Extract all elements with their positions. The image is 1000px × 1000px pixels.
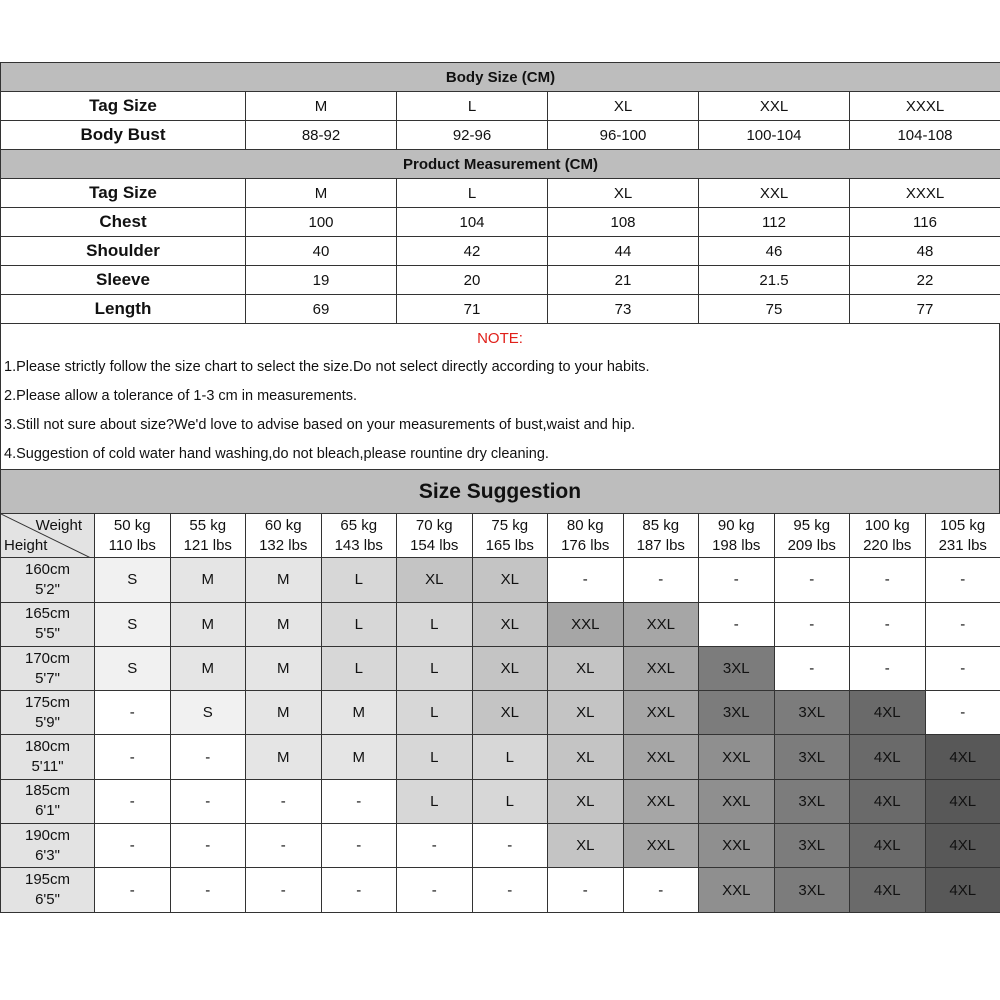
size-cell: 4XL xyxy=(850,868,926,912)
height-cm: 165cm xyxy=(24,605,71,623)
size-cell: M xyxy=(246,558,322,602)
size-cell: - xyxy=(246,824,322,868)
height-label-cell xyxy=(1,779,95,823)
cell: 108 xyxy=(548,208,699,237)
note-line: 1.Please strictly follow the size chart to select the size.Do not select directly according to your habits. xyxy=(4,359,650,375)
size-cell: XL xyxy=(548,779,624,823)
row-label: Length xyxy=(1,295,246,324)
height-label-cell xyxy=(1,735,95,779)
cell: 100-104 xyxy=(699,121,850,150)
size-cell: - xyxy=(850,602,926,646)
height-row xyxy=(1,691,1000,735)
size-cell: 3XL xyxy=(699,691,775,735)
weight-lbs: 121 lbs xyxy=(183,536,232,554)
size-cell: 4XL xyxy=(850,779,926,823)
size-cell: XXL xyxy=(623,602,699,646)
weight-header-cell xyxy=(925,514,1000,558)
height-label-cell xyxy=(1,868,95,912)
height-ft: 6'1" xyxy=(35,802,60,820)
notes-section xyxy=(0,324,1000,469)
product-row xyxy=(1,179,1000,208)
weight-kg: 50 kg xyxy=(113,516,151,534)
size-cell: M xyxy=(170,602,246,646)
cell: 104-108 xyxy=(850,121,1000,150)
size-cell: - xyxy=(95,824,171,868)
size-cell: M xyxy=(321,691,397,735)
size-cell: - xyxy=(95,691,171,735)
cell: XXL xyxy=(699,92,850,121)
size-cell: L xyxy=(472,735,548,779)
size-cell: XL xyxy=(472,558,548,602)
weight-kg: 75 kg xyxy=(491,516,529,534)
size-cell: XXL xyxy=(548,602,624,646)
size-cell: - xyxy=(699,558,775,602)
cell: 69 xyxy=(246,295,397,324)
weight-lbs: 154 lbs xyxy=(410,536,459,554)
size-cell: L xyxy=(397,691,473,735)
cell: 77 xyxy=(850,295,1000,324)
size-cell: 4XL xyxy=(925,824,1000,868)
weight-header-cell xyxy=(170,514,246,558)
cell: XXL xyxy=(699,179,850,208)
size-cell: XXL xyxy=(623,779,699,823)
size-cell: S xyxy=(95,602,171,646)
cell: XXXL xyxy=(850,92,1000,121)
size-cell: - xyxy=(850,646,926,690)
cell: 116 xyxy=(850,208,1000,237)
cell: 100 xyxy=(246,208,397,237)
size-cell: S xyxy=(170,691,246,735)
size-cell: - xyxy=(774,558,850,602)
height-ft: 5'9" xyxy=(35,713,60,731)
size-cell: XL xyxy=(472,646,548,690)
size-cell: M xyxy=(321,735,397,779)
size-cell: - xyxy=(246,868,322,912)
size-cell: 4XL xyxy=(925,735,1000,779)
row-label: Sleeve xyxy=(1,266,246,295)
size-cell: - xyxy=(548,868,624,912)
weight-header-cell xyxy=(548,514,624,558)
weight-lbs: 187 lbs xyxy=(636,536,685,554)
size-cell: S xyxy=(95,558,171,602)
weight-kg: 60 kg xyxy=(264,516,302,534)
size-cell: 3XL xyxy=(774,691,850,735)
corner-weight-label: Weight xyxy=(35,517,82,534)
size-cell: M xyxy=(246,602,322,646)
size-cell: XXL xyxy=(623,646,699,690)
size-cell: 4XL xyxy=(850,824,926,868)
size-cell: L xyxy=(472,779,548,823)
cell: XL xyxy=(548,179,699,208)
corner-height-label: Height xyxy=(4,537,48,555)
size-cell: - xyxy=(925,646,1000,690)
size-cell: 3XL xyxy=(774,779,850,823)
size-cell: - xyxy=(472,868,548,912)
note-title: NOTE: xyxy=(477,330,523,347)
size-cell: - xyxy=(472,824,548,868)
size-cell: L xyxy=(321,646,397,690)
size-cell: - xyxy=(95,779,171,823)
product-row xyxy=(1,295,1000,324)
height-ft: 5'7" xyxy=(35,669,60,687)
size-cell: M xyxy=(170,646,246,690)
size-cell: L xyxy=(397,735,473,779)
height-cm: 175cm xyxy=(24,693,71,711)
cell: 112 xyxy=(699,208,850,237)
size-cell: 3XL xyxy=(774,735,850,779)
cell: 46 xyxy=(699,237,850,266)
size-cell: - xyxy=(170,868,246,912)
cell: 75 xyxy=(699,295,850,324)
weight-header-row xyxy=(1,514,1000,558)
weight-header-cell xyxy=(95,514,171,558)
body-size-row xyxy=(1,92,1000,121)
cell: 21.5 xyxy=(699,266,850,295)
weight-header-cell xyxy=(472,514,548,558)
product-row xyxy=(1,266,1000,295)
height-cm: 170cm xyxy=(24,649,71,667)
note-line: 4.Suggestion of cold water hand washing,do not bleach,please rountine dry cleaning. xyxy=(4,446,549,462)
size-cell: L xyxy=(397,646,473,690)
cell: XL xyxy=(548,92,699,121)
size-cell: - xyxy=(774,646,850,690)
size-suggestion-title: Size Suggestion xyxy=(0,469,1000,513)
height-ft: 5'11" xyxy=(31,758,64,776)
cell: 88-92 xyxy=(246,121,397,150)
weight-header-cell xyxy=(774,514,850,558)
size-cell: XXL xyxy=(623,691,699,735)
cell: 21 xyxy=(548,266,699,295)
size-cell: M xyxy=(246,646,322,690)
size-cell: XXL xyxy=(699,735,775,779)
height-label-cell xyxy=(1,646,95,690)
size-cell: - xyxy=(850,558,926,602)
cell: 96-100 xyxy=(548,121,699,150)
size-cell: - xyxy=(925,558,1000,602)
size-cell: M xyxy=(170,558,246,602)
cell: 73 xyxy=(548,295,699,324)
size-cell: - xyxy=(170,779,246,823)
weight-header-cell xyxy=(321,514,397,558)
weight-kg: 80 kg xyxy=(566,516,604,534)
cell: 22 xyxy=(850,266,1000,295)
row-label: Tag Size xyxy=(1,92,246,121)
cell: L xyxy=(397,179,548,208)
size-chart-sheet xyxy=(0,62,1000,913)
weight-header-cell xyxy=(246,514,322,558)
weight-lbs: 165 lbs xyxy=(485,536,534,554)
height-cm: 190cm xyxy=(24,826,71,844)
weight-lbs: 132 lbs xyxy=(259,536,308,554)
weight-kg: 105 kg xyxy=(940,516,986,534)
cell: 92-96 xyxy=(397,121,548,150)
product-row xyxy=(1,208,1000,237)
body-size-row xyxy=(1,121,1000,150)
height-ft: 6'3" xyxy=(35,846,60,864)
size-cell: 3XL xyxy=(699,646,775,690)
weight-lbs: 220 lbs xyxy=(863,536,912,554)
cell: 42 xyxy=(397,237,548,266)
size-cell: M xyxy=(246,691,322,735)
weight-kg: 90 kg xyxy=(717,516,755,534)
size-cell: XXL xyxy=(699,868,775,912)
size-cell: - xyxy=(170,735,246,779)
height-row xyxy=(1,646,1000,690)
body-size-title: Body Size (CM) xyxy=(1,63,1000,92)
height-cm: 160cm xyxy=(24,560,71,578)
size-cell: - xyxy=(321,779,397,823)
size-cell: - xyxy=(321,824,397,868)
weight-kg: 95 kg xyxy=(793,516,831,534)
weight-kg: 70 kg xyxy=(415,516,453,534)
height-ft: 5'5" xyxy=(35,625,60,643)
cell: 44 xyxy=(548,237,699,266)
size-cell: XXL xyxy=(623,735,699,779)
height-row xyxy=(1,779,1000,823)
weight-kg: 85 kg xyxy=(642,516,680,534)
weight-kg: 55 kg xyxy=(189,516,227,534)
size-cell: XL xyxy=(548,691,624,735)
size-cell: - xyxy=(321,868,397,912)
size-cell: 3XL xyxy=(774,868,850,912)
cell: M xyxy=(246,92,397,121)
size-cell: - xyxy=(246,779,322,823)
cell: 19 xyxy=(246,266,397,295)
cell: 40 xyxy=(246,237,397,266)
cell: M xyxy=(246,179,397,208)
size-cell: M xyxy=(246,735,322,779)
size-cell: - xyxy=(548,558,624,602)
cell: L xyxy=(397,92,548,121)
size-cell: S xyxy=(95,646,171,690)
size-cell: L xyxy=(321,602,397,646)
size-cell: - xyxy=(699,602,775,646)
size-cell: XL xyxy=(548,824,624,868)
row-label: Body Bust xyxy=(1,121,246,150)
weight-lbs: 198 lbs xyxy=(712,536,761,554)
weight-lbs: 143 lbs xyxy=(334,536,383,554)
height-row xyxy=(1,558,1000,602)
size-cell: 4XL xyxy=(925,868,1000,912)
weight-header-cell xyxy=(699,514,775,558)
height-cm: 180cm xyxy=(24,738,71,756)
note-line: 2.Please allow a tolerance of 1-3 cm in measurements. xyxy=(4,388,358,404)
height-row xyxy=(1,824,1000,868)
height-ft: 5'2" xyxy=(35,580,60,598)
size-suggestion-table xyxy=(0,513,1000,913)
size-cell: XL xyxy=(472,602,548,646)
size-cell: L xyxy=(321,558,397,602)
size-cell: - xyxy=(397,868,473,912)
height-cm: 185cm xyxy=(24,782,71,800)
size-cell: 4XL xyxy=(850,735,926,779)
measurement-table xyxy=(0,62,1000,324)
height-cm: 195cm xyxy=(24,871,71,889)
weight-kg: 65 kg xyxy=(340,516,378,534)
weight-kg: 100 kg xyxy=(864,516,910,534)
height-label-cell xyxy=(1,602,95,646)
height-row xyxy=(1,868,1000,912)
weight-header-cell xyxy=(623,514,699,558)
size-cell: - xyxy=(774,602,850,646)
size-cell: - xyxy=(623,558,699,602)
size-cell: - xyxy=(925,602,1000,646)
size-cell: 3XL xyxy=(774,824,850,868)
size-cell: XXL xyxy=(699,779,775,823)
height-label-cell xyxy=(1,558,95,602)
size-cell: 4XL xyxy=(925,779,1000,823)
height-row xyxy=(1,602,1000,646)
cell: 71 xyxy=(397,295,548,324)
row-label: Chest xyxy=(1,208,246,237)
cell: XXXL xyxy=(850,179,1000,208)
size-cell: XXL xyxy=(623,824,699,868)
size-cell: - xyxy=(95,868,171,912)
size-cell: 4XL xyxy=(850,691,926,735)
size-cell: - xyxy=(397,824,473,868)
weight-height-corner xyxy=(1,514,95,558)
height-ft: 6'5" xyxy=(35,891,60,909)
product-measurement-title: Product Measurement (CM) xyxy=(1,150,1000,179)
size-cell: XL xyxy=(472,691,548,735)
size-cell: - xyxy=(95,735,171,779)
cell: 48 xyxy=(850,237,1000,266)
weight-lbs: 231 lbs xyxy=(938,536,987,554)
height-label-cell xyxy=(1,691,95,735)
weight-header-cell xyxy=(397,514,473,558)
weight-header-cell xyxy=(850,514,926,558)
size-cell: L xyxy=(397,779,473,823)
height-label-cell xyxy=(1,824,95,868)
size-cell: - xyxy=(623,868,699,912)
size-cell: XL xyxy=(548,646,624,690)
height-row xyxy=(1,735,1000,779)
weight-lbs: 110 lbs xyxy=(108,536,156,554)
size-cell: - xyxy=(170,824,246,868)
row-label: Tag Size xyxy=(1,179,246,208)
size-cell: L xyxy=(397,602,473,646)
weight-lbs: 176 lbs xyxy=(561,536,610,554)
cell: 104 xyxy=(397,208,548,237)
weight-lbs: 209 lbs xyxy=(787,536,836,554)
cell: 20 xyxy=(397,266,548,295)
size-cell: XL xyxy=(548,735,624,779)
note-line: 3.Still not sure about size?We'd love to advise based on your measurements of bust,waist and hip. xyxy=(4,417,636,433)
product-row xyxy=(1,237,1000,266)
row-label: Shoulder xyxy=(1,237,246,266)
size-cell: XL xyxy=(397,558,473,602)
size-cell: XXL xyxy=(699,824,775,868)
size-cell: - xyxy=(925,691,1000,735)
